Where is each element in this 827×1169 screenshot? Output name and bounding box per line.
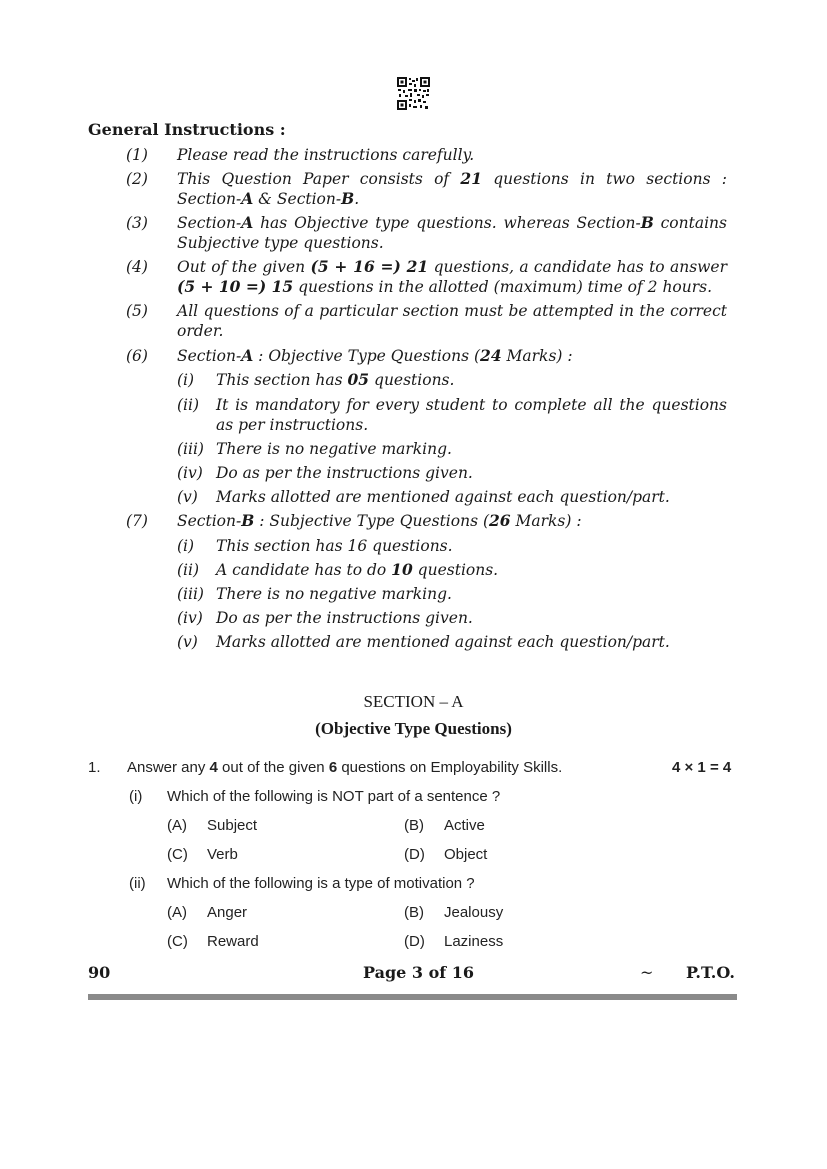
option-text: Anger <box>207 904 248 921</box>
sub-instruction-text: There is no negative marking. <box>216 440 452 458</box>
option-label: (D) <box>404 933 425 950</box>
sub-instruction-text: Do as per the instructions given. <box>216 464 473 482</box>
page-number: Page 3 of 16 <box>363 963 474 982</box>
sub-instruction-number: (i) <box>177 537 195 555</box>
sub-instruction-text: This section has 05 questions. <box>216 370 455 389</box>
sub-instruction-text: Marks allotted are mentioned against each question/part. <box>216 488 670 506</box>
instruction-text: Out of the given (5 + 16 =) 21 questions, a candidate has to answer (5 + 10 =) 15 questions in the allotted (maximum) time of 2 hours. <box>177 257 727 296</box>
sub-instruction-number: (iii) <box>177 585 204 603</box>
sub-instruction-number: (iii) <box>177 440 204 458</box>
question-text: Answer any 4 out of the given 6 questions on Employability Skills. <box>127 759 563 776</box>
subquestion-number: (i) <box>129 788 143 805</box>
option-text: Laziness <box>444 933 504 950</box>
option-label: (C) <box>167 933 188 950</box>
instruction-text: Section-A has Objective type questions. whereas Section-B contains Subjective type questions. <box>177 213 727 252</box>
sub-instruction-number: (iv) <box>177 609 203 627</box>
option-label: (A) <box>167 817 187 834</box>
sub-instruction-text: This section has 16 questions. <box>216 537 453 555</box>
instruction-number: (7) <box>126 512 148 530</box>
sub-instruction-text: Do as per the instructions given. <box>216 609 473 627</box>
general-instructions-title: General Instructions : <box>88 120 286 139</box>
sub-instruction-number: (ii) <box>177 561 200 579</box>
instruction-number: (3) <box>126 214 148 232</box>
subquestion-text: Which of the following is NOT part of a sentence ? <box>167 788 501 805</box>
subquestion-number: (ii) <box>129 875 146 892</box>
option-label: (A) <box>167 904 187 921</box>
sub-instruction-text: There is no negative marking. <box>216 585 452 603</box>
sub-instruction-number: (i) <box>177 371 195 389</box>
option-label: (B) <box>404 904 424 921</box>
sub-instruction-number: (iv) <box>177 464 203 482</box>
instruction-number: (1) <box>126 146 148 164</box>
sub-instruction-number: (v) <box>177 633 198 651</box>
sub-instruction-text: Marks allotted are mentioned against each question/part. <box>216 633 670 651</box>
sub-instruction-text: It is mandatory for every student to complete all the questions as per instructions. <box>216 396 727 434</box>
question-marks: 4 × 1 = 4 <box>672 759 732 776</box>
instruction-text: All questions of a particular section must be attempted in the correct order. <box>177 302 727 340</box>
instruction-number: (4) <box>126 258 148 276</box>
instruction-text: Please read the instructions carefully. <box>177 146 475 164</box>
subquestion-text: Which of the following is a type of motivation ? <box>167 875 475 892</box>
sub-instruction-number: (ii) <box>177 396 200 414</box>
tilde-mark: ~ <box>640 963 654 982</box>
section-title: SECTION – A <box>363 692 464 711</box>
instruction-number: (5) <box>126 302 148 320</box>
instruction-text: Section-A : Objective Type Questions (24 Marks) : <box>177 346 573 365</box>
option-label: (C) <box>167 846 188 863</box>
instruction-number: (2) <box>126 170 148 188</box>
paper-code: 90 <box>88 963 111 982</box>
option-text: Reward <box>207 933 259 950</box>
section-subtitle: (Objective Type Questions) <box>315 719 512 738</box>
option-text: Verb <box>207 846 238 863</box>
option-label: (B) <box>404 817 424 834</box>
footer-rule <box>88 994 737 1000</box>
qr-code-icon <box>397 77 430 110</box>
instruction-text: This Question Paper consists of 21 questions in two sections : Section-A & Section-B. <box>177 169 728 208</box>
instruction-number: (6) <box>126 347 148 365</box>
sub-instruction-text: A candidate has to do 10 questions. <box>216 560 499 579</box>
option-text: Active <box>444 817 485 834</box>
question-number: 1. <box>88 759 101 776</box>
instruction-text: Section-B : Subjective Type Questions (26 Marks) : <box>177 511 582 530</box>
option-label: (D) <box>404 846 425 863</box>
pto-label: P.T.O. <box>686 963 735 982</box>
option-text: Object <box>444 846 488 863</box>
option-text: Subject <box>207 817 258 834</box>
sub-instruction-number: (v) <box>177 488 198 506</box>
option-text: Jealousy <box>444 904 504 921</box>
